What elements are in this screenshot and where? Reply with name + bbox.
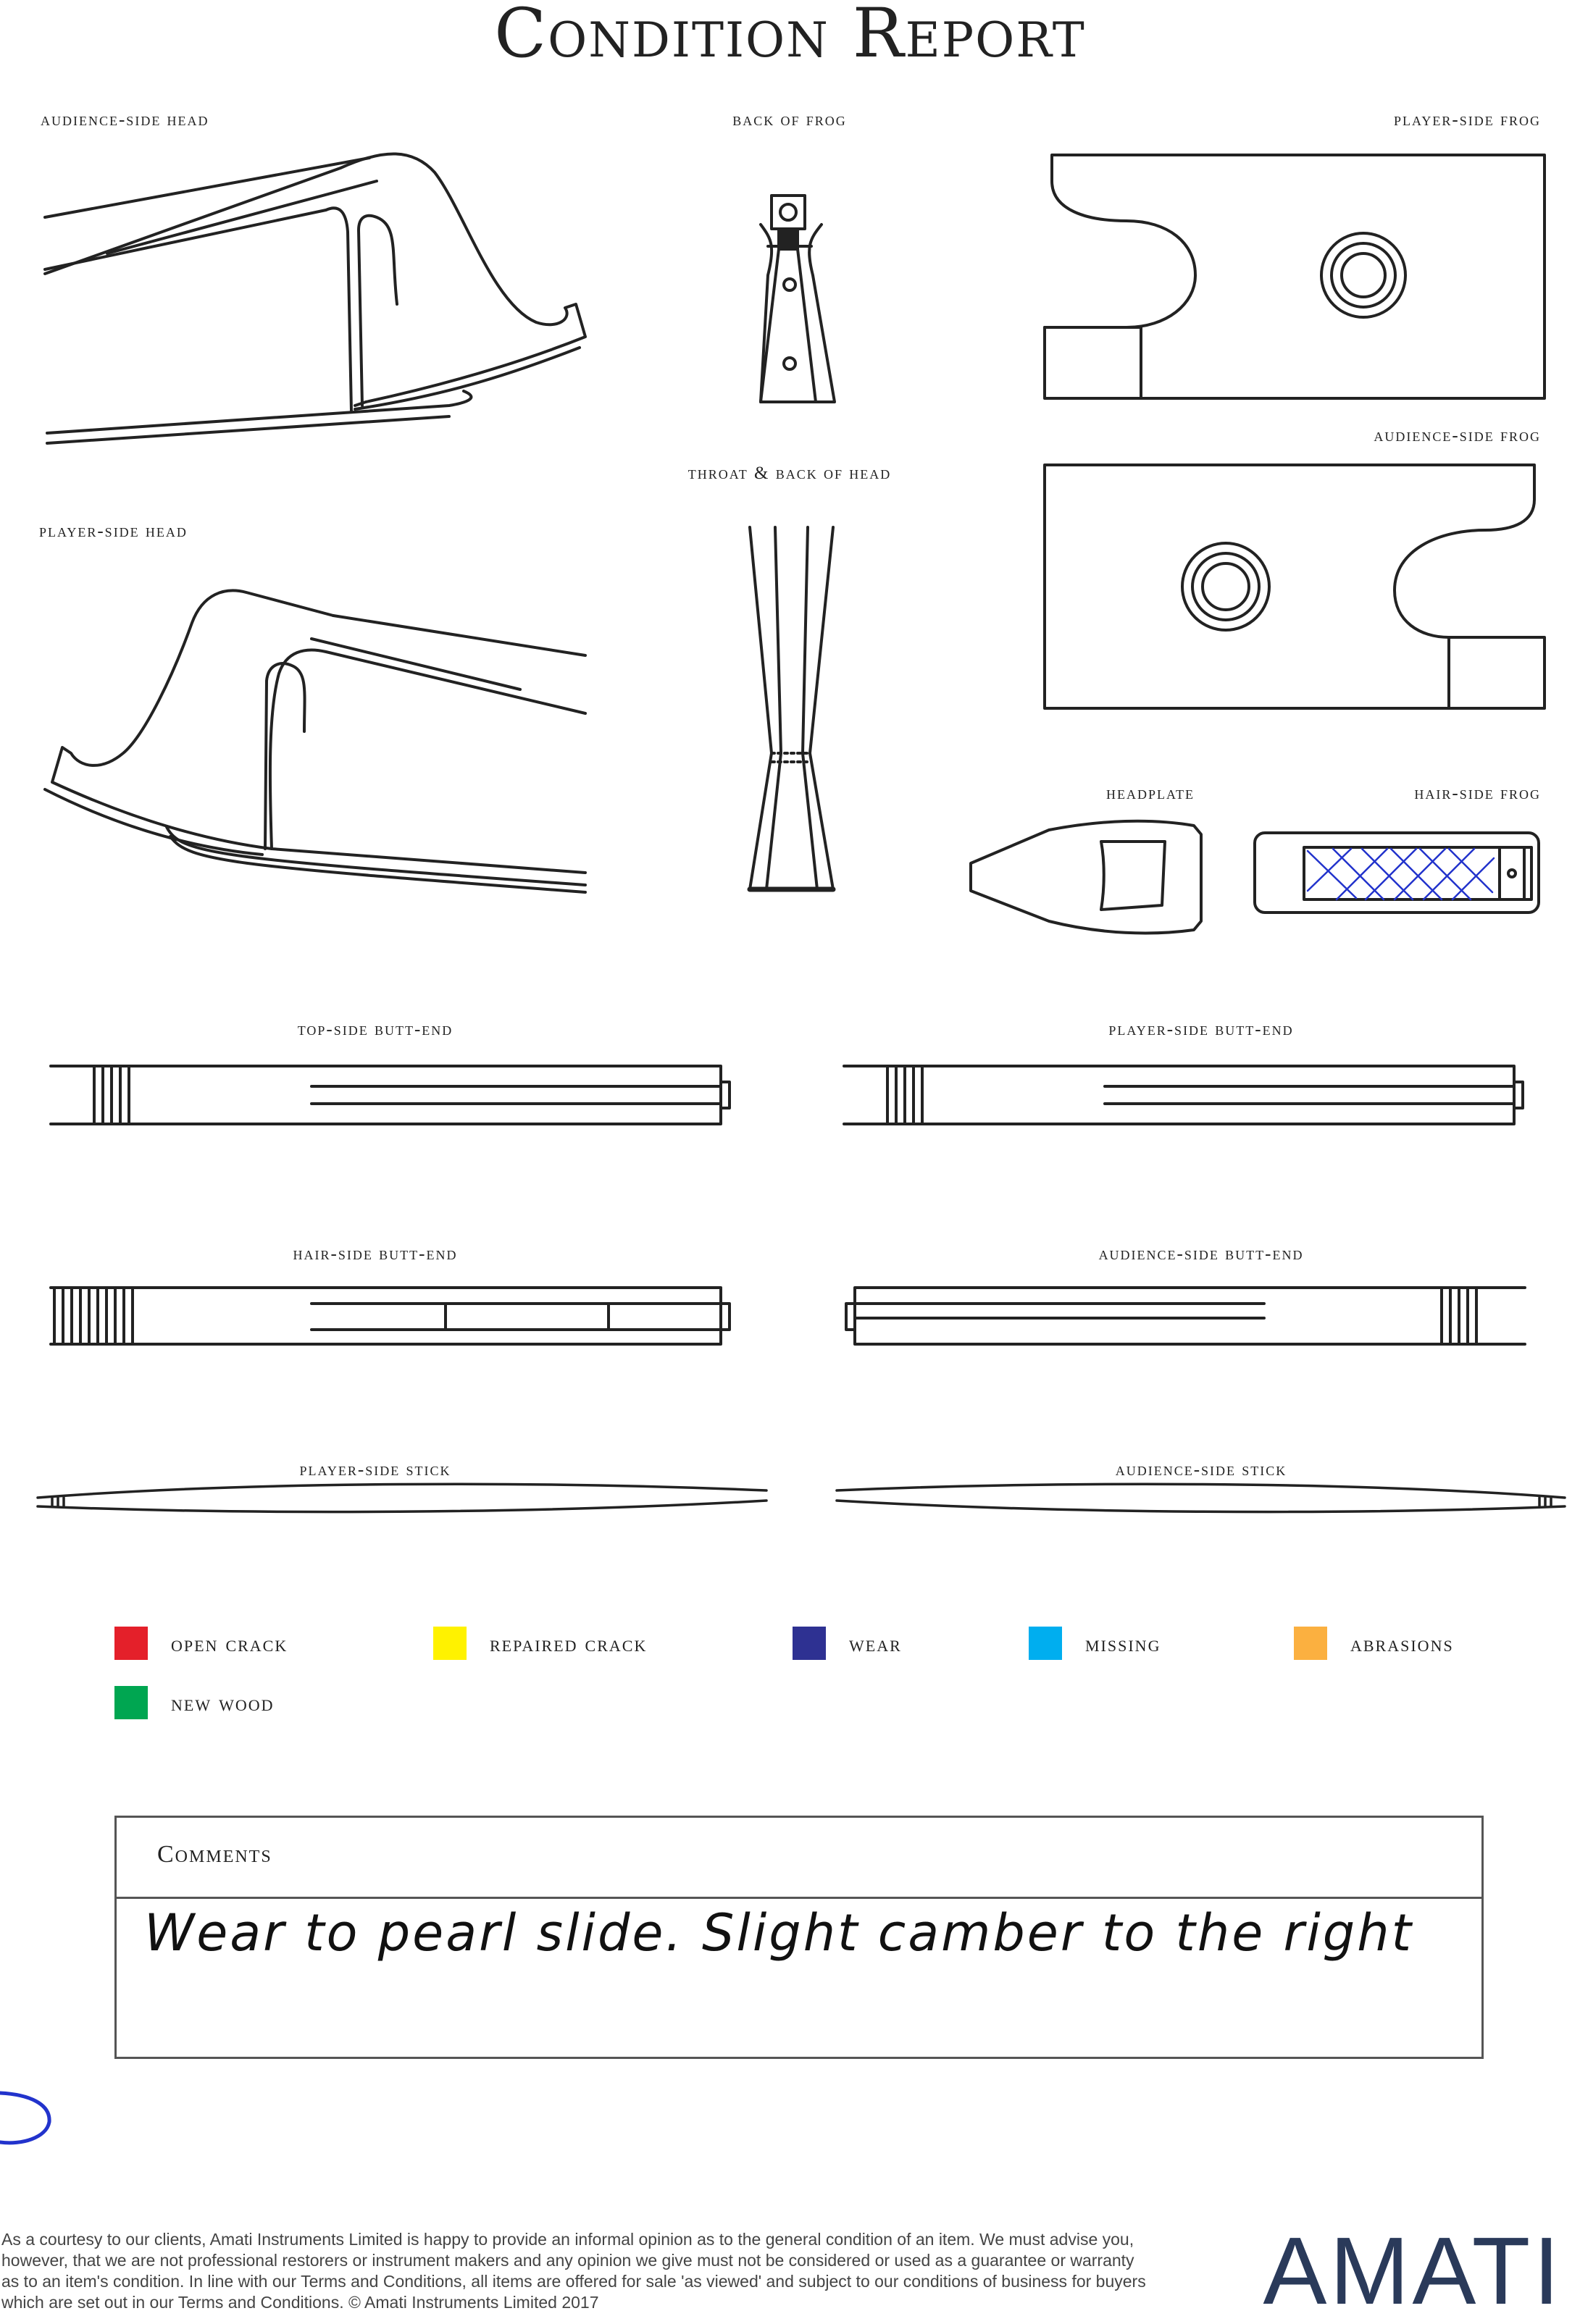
audience-side-head-drawing (45, 154, 585, 443)
audience-side-frog-drawing (1045, 465, 1545, 708)
legend-swatch-repaired-crack (433, 1627, 467, 1660)
headplate-drawing (971, 821, 1201, 934)
comments-header (117, 1818, 1481, 1899)
legend-swatch-wear (793, 1627, 826, 1660)
legend-swatch-open-crack (114, 1627, 148, 1660)
amati-logo: AMATI (1263, 2218, 1563, 2324)
top-side-butt-end-drawing (51, 1066, 730, 1124)
legend-label-open-crack: open crack (171, 1629, 288, 1656)
label-throat-back-of-head: throat & back of head (687, 463, 892, 483)
hair-side-frog-drawing (1255, 833, 1539, 913)
legend-label-missing: missing (1085, 1629, 1161, 1656)
label-audience-side-frog: audience-side frog (1374, 426, 1541, 445)
label-audience-side-head: audience-side head (41, 110, 209, 130)
throat-back-of-head-drawing (750, 527, 833, 889)
label-player-side-stick: player-side stick (299, 1460, 451, 1480)
legend-label-abrasions: abrasions (1350, 1629, 1454, 1656)
legend-label-new-wood: new wood (171, 1689, 275, 1716)
comments-box (114, 1816, 1484, 2059)
legend-label-repaired-crack: repaired crack (490, 1629, 648, 1656)
legend-label-wear: wear (849, 1629, 902, 1656)
legend-swatch-missing (1029, 1627, 1062, 1660)
comments-title: Comments (157, 1841, 272, 1868)
pen-mark (0, 2093, 49, 2143)
label-hair-side-butt-end: hair-side butt-end (293, 1244, 458, 1264)
player-side-frog-drawing (1045, 155, 1545, 398)
legend-missing (1029, 1625, 1161, 1661)
player-side-stick-drawing (38, 1484, 766, 1511)
hair-side-butt-end-drawing (51, 1288, 730, 1344)
page-title: Condition Report (494, 0, 1086, 73)
back-of-frog-drawing (761, 196, 835, 402)
label-audience-side-stick: audience-side stick (1115, 1460, 1287, 1480)
legend-new-wood (114, 1685, 275, 1721)
label-player-side-frog: player-side frog (1394, 110, 1541, 130)
label-headplate: headplate (1106, 784, 1195, 803)
legend-swatch-new-wood (114, 1686, 148, 1719)
label-player-side-butt-end: player-side butt-end (1108, 1020, 1294, 1039)
legend-wear (793, 1625, 902, 1661)
label-hair-side-frog: hair-side frog (1414, 784, 1541, 803)
comments-handwritten-text: Wear to pearl slide. Slight camber to the right (144, 1903, 1414, 1963)
label-back-of-frog: back of frog (732, 110, 847, 130)
label-player-side-head: player-side head (39, 521, 188, 541)
legend-swatch-abrasions (1294, 1627, 1327, 1660)
player-side-head-drawing (45, 590, 585, 892)
label-top-side-butt-end: top-side butt-end (297, 1020, 453, 1039)
audience-side-stick-drawing (837, 1484, 1565, 1511)
legend-abrasions (1294, 1625, 1454, 1661)
label-audience-side-butt-end: audience-side butt-end (1098, 1244, 1304, 1264)
audience-side-butt-end-drawing (846, 1288, 1525, 1344)
disclaimer-text: As a courtesy to our clients, Amati Instruments Limited is happy to provide an informal opinion as to the general condition of an item. We must advise you, however, that we are not professional restorers or instrument makers and any opinion we give must not be considered or used as a guarantee or warranty as to an item's condition. In line with our Terms and Conditions, all items are offered for sale 'as viewed' and subject to our conditions of business for buyers which are set out in our Terms and Conditions. © Amati Instruments Limited 2017 (1, 2230, 1146, 2312)
legend-open-crack (114, 1625, 288, 1661)
legend-repaired-crack (433, 1625, 647, 1661)
player-side-butt-end-drawing (844, 1066, 1523, 1124)
